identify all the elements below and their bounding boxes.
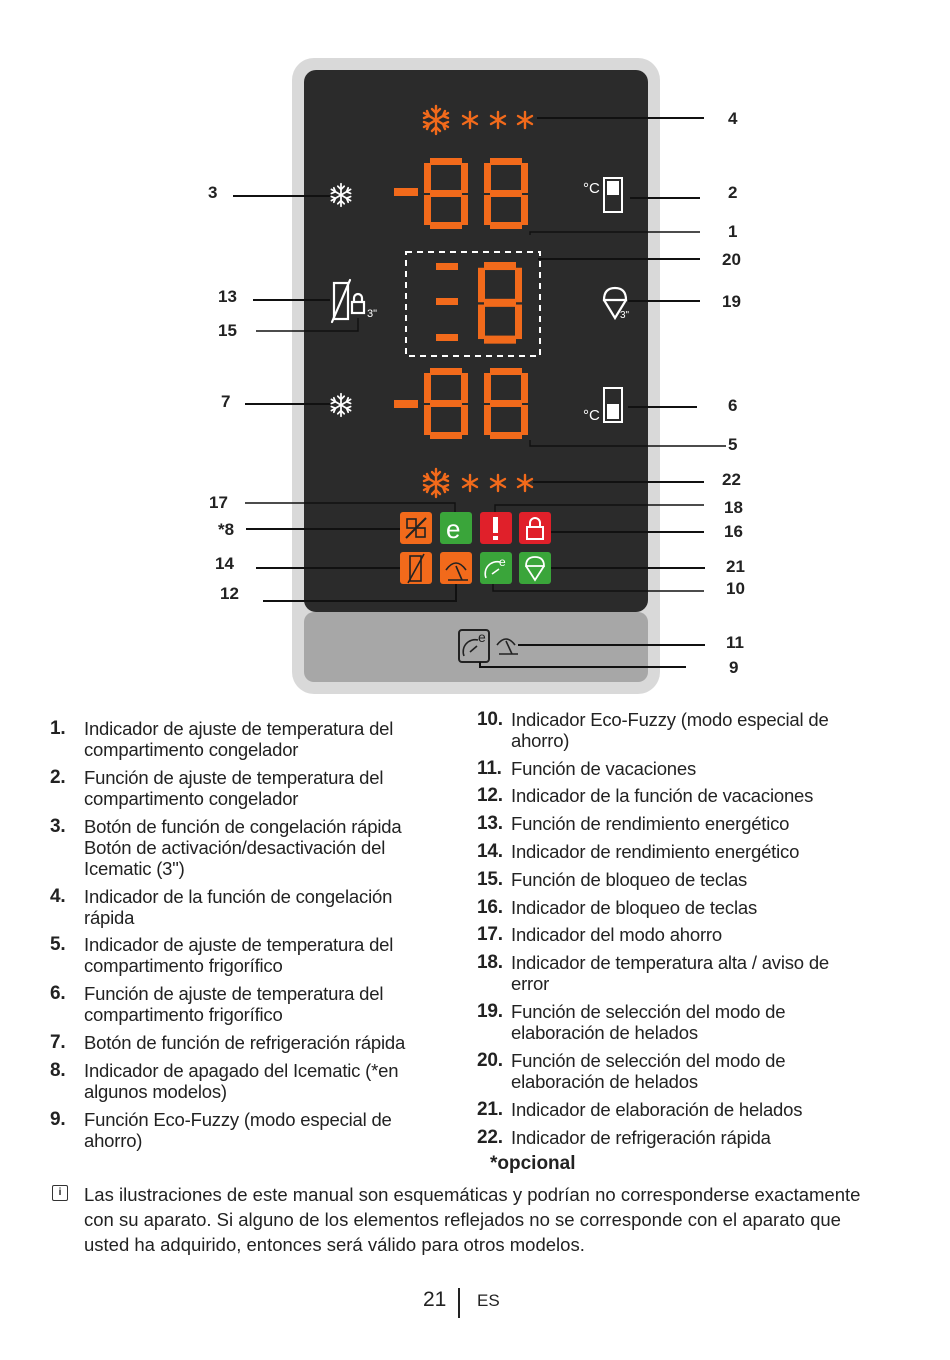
celsius-label: °C xyxy=(583,180,600,197)
callout-1: 1 xyxy=(728,222,738,241)
callout-6: 6 xyxy=(728,396,738,415)
vacation-indicator xyxy=(440,552,472,584)
callout-15: 15 xyxy=(218,321,237,340)
icematic-3s-label: 3" xyxy=(367,308,378,320)
panel-display xyxy=(304,70,648,612)
economy-mode-indicator xyxy=(440,512,472,544)
callout-9: 9 xyxy=(729,658,739,677)
callout-2: 2 xyxy=(728,183,738,202)
page-number: 21 xyxy=(423,1288,447,1311)
icemaking-indicator xyxy=(519,552,551,584)
callout-18: 18 xyxy=(724,498,743,517)
info-icon: i xyxy=(52,1185,68,1201)
svg-text:e: e xyxy=(478,629,486,645)
callout-10: 10 xyxy=(726,579,745,598)
key-lock-indicator xyxy=(519,512,551,544)
callout-13: 13 xyxy=(218,287,237,306)
icematic-off-indicator xyxy=(400,512,432,544)
icecream-3s-label: 3" xyxy=(620,310,630,321)
callout-7: 7 xyxy=(221,392,231,411)
callout-16: 16 xyxy=(724,522,743,541)
svg-text:e: e xyxy=(446,514,461,544)
svg-text:e: e xyxy=(499,555,506,569)
callout-21: 21 xyxy=(726,557,745,576)
callout-11: 11 xyxy=(726,633,744,652)
callout-20: 20 xyxy=(722,250,741,269)
callout-12: 12 xyxy=(220,584,239,603)
callout-5: 5 xyxy=(728,435,738,454)
callout-14: 14 xyxy=(215,554,234,573)
callout-17: 17 xyxy=(209,493,228,512)
info-note-text: Las ilustraciones de este manual son esquemáticas y podrían no corresponderse exactamente con su aparato. Si alguno de los elementos reflejados no se corresponde con el aparato que usted ha adquirido, entonces será válido para otros modelos. xyxy=(84,1184,861,1255)
callout-3: 3 xyxy=(208,183,218,202)
callout-4: 4 xyxy=(728,109,738,128)
language-code: ES xyxy=(477,1291,500,1310)
callout-19: 19 xyxy=(722,292,741,311)
high-temperature-alert-indicator xyxy=(480,512,512,544)
celsius-label-fridge: °C xyxy=(583,407,600,424)
energy-efficiency-indicator xyxy=(400,552,432,584)
callout-22: 22 xyxy=(722,470,741,489)
callout-8: *8 xyxy=(218,520,235,539)
optional-note: *opcional xyxy=(490,1153,576,1174)
page-footer xyxy=(0,1284,950,1324)
eco-fuzzy-indicator xyxy=(480,552,512,584)
footer-divider xyxy=(458,1288,460,1318)
